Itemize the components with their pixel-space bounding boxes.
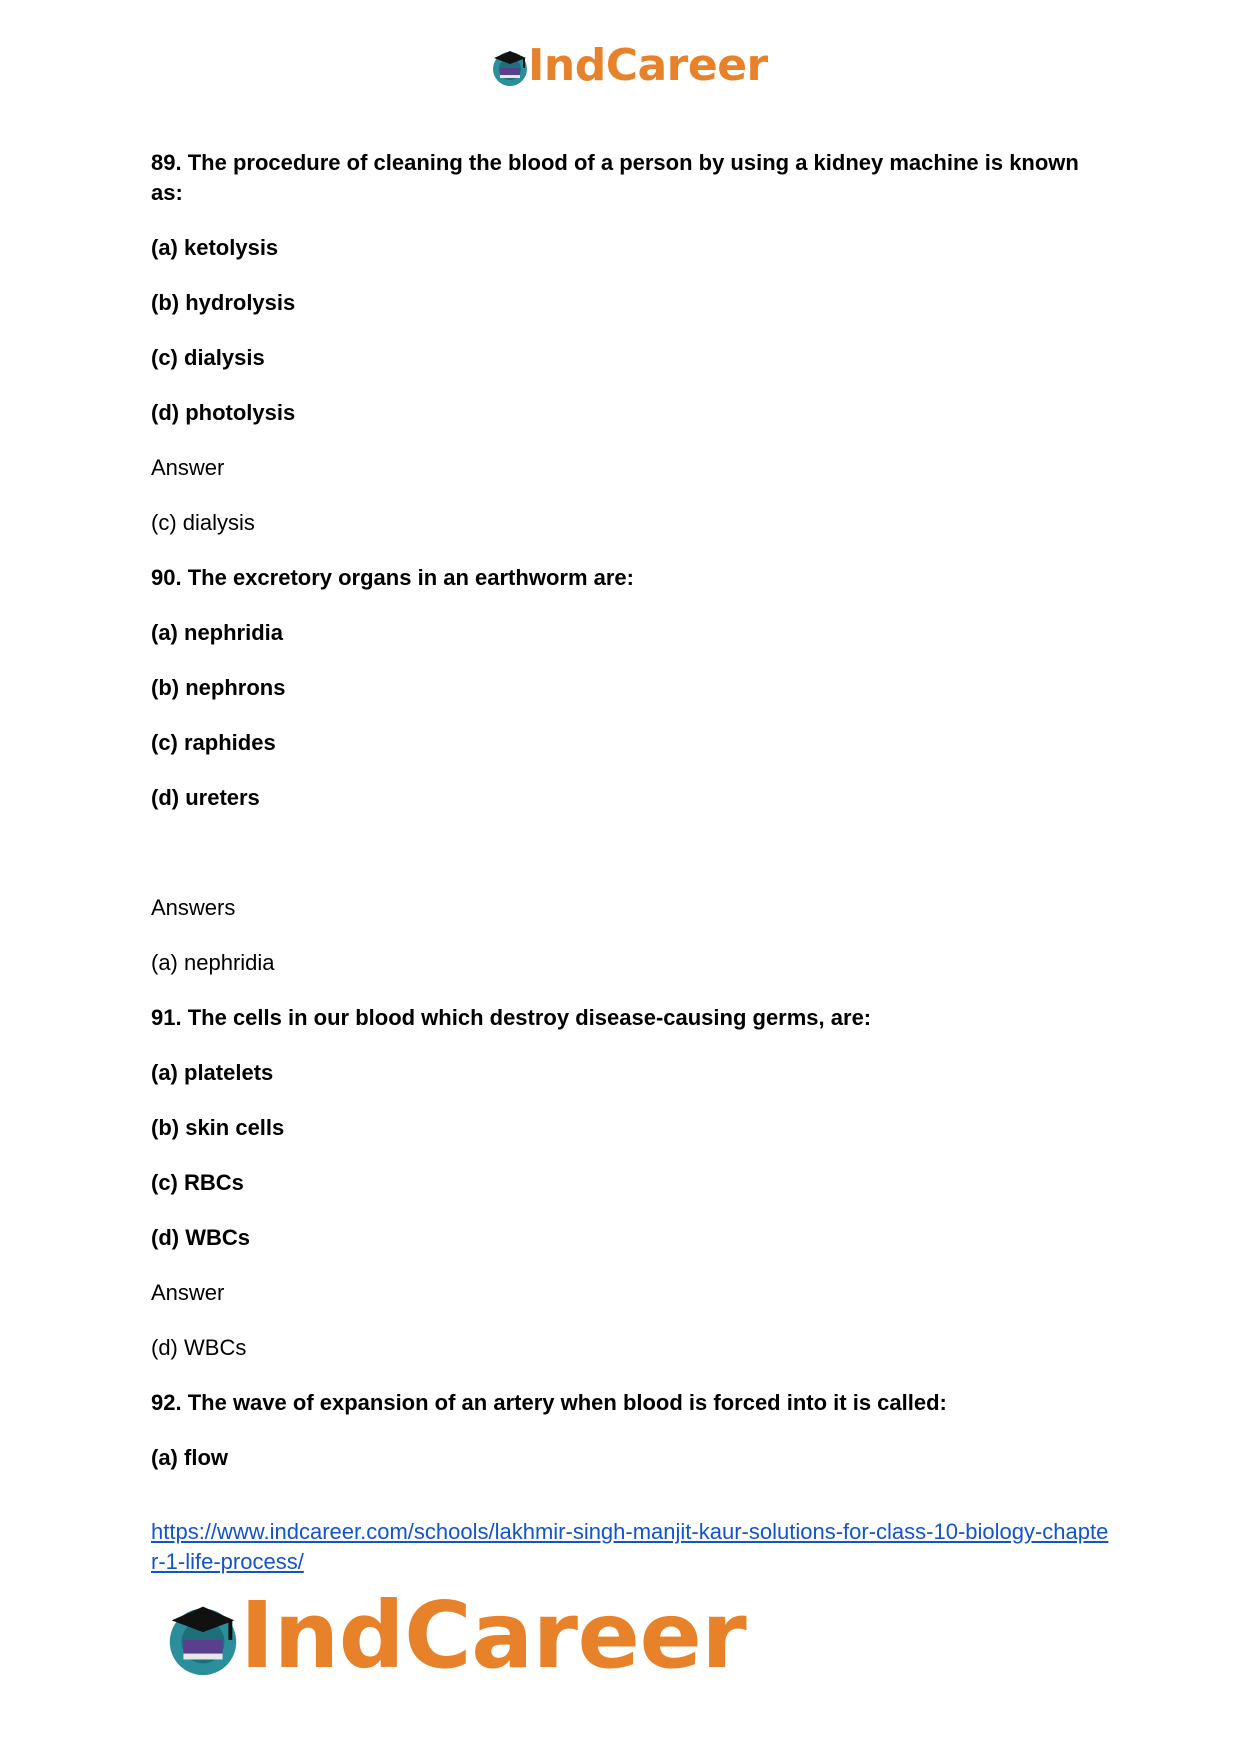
question-90: 90. The excretory organs in an earthworm are: xyxy=(151,565,634,590)
option: (c) dialysis xyxy=(151,345,265,370)
brand-wordmark: IndCareer xyxy=(528,40,768,91)
option: (a) platelets xyxy=(151,1060,274,1085)
option: (d) WBCs xyxy=(151,1225,250,1250)
option: (a) nephridia xyxy=(151,620,284,645)
brand-wordmark: IndCareer xyxy=(240,1582,747,1689)
answer-label: Answers xyxy=(151,895,236,920)
option: (d) photolysis xyxy=(151,400,296,425)
header-logo xyxy=(488,40,768,91)
globe-graduation-cap-icon xyxy=(488,44,532,88)
globe-graduation-cap-icon xyxy=(160,1593,246,1679)
answer-value: (c) dialysis xyxy=(151,510,255,535)
question-list xyxy=(151,148,1111,1473)
answer-label: Answer xyxy=(151,455,225,480)
answer-value: (d) WBCs xyxy=(151,1335,247,1360)
source-link[interactable]: https://www.indcareer.com/schools/lakhmir-singh-manjit-kaur-solutions-for-class-10-biology-chapter-1-life-process/ xyxy=(151,1519,1109,1574)
answer-label: Answer xyxy=(151,1280,225,1305)
option: (b) hydrolysis xyxy=(151,290,296,315)
question-89: 89. The procedure of cleaning the blood of a person by using a kidney machine is known as: xyxy=(151,150,1079,205)
answer-value: (a) nephridia xyxy=(151,950,275,975)
question-91: 91. The cells in our blood which destroy disease-causing germs, are: xyxy=(151,1005,872,1030)
option: (a) ketolysis xyxy=(151,235,279,260)
option: (d) ureters xyxy=(151,785,260,810)
option: (c) raphides xyxy=(151,730,276,755)
question-92: 92. The wave of expansion of an artery when blood is forced into it is called: xyxy=(151,1390,947,1415)
footer-logo xyxy=(160,1582,746,1689)
option: (a) flow xyxy=(151,1445,228,1470)
option: (b) skin cells xyxy=(151,1115,285,1140)
option: (c) RBCs xyxy=(151,1170,244,1195)
option: (b) nephrons xyxy=(151,675,286,700)
